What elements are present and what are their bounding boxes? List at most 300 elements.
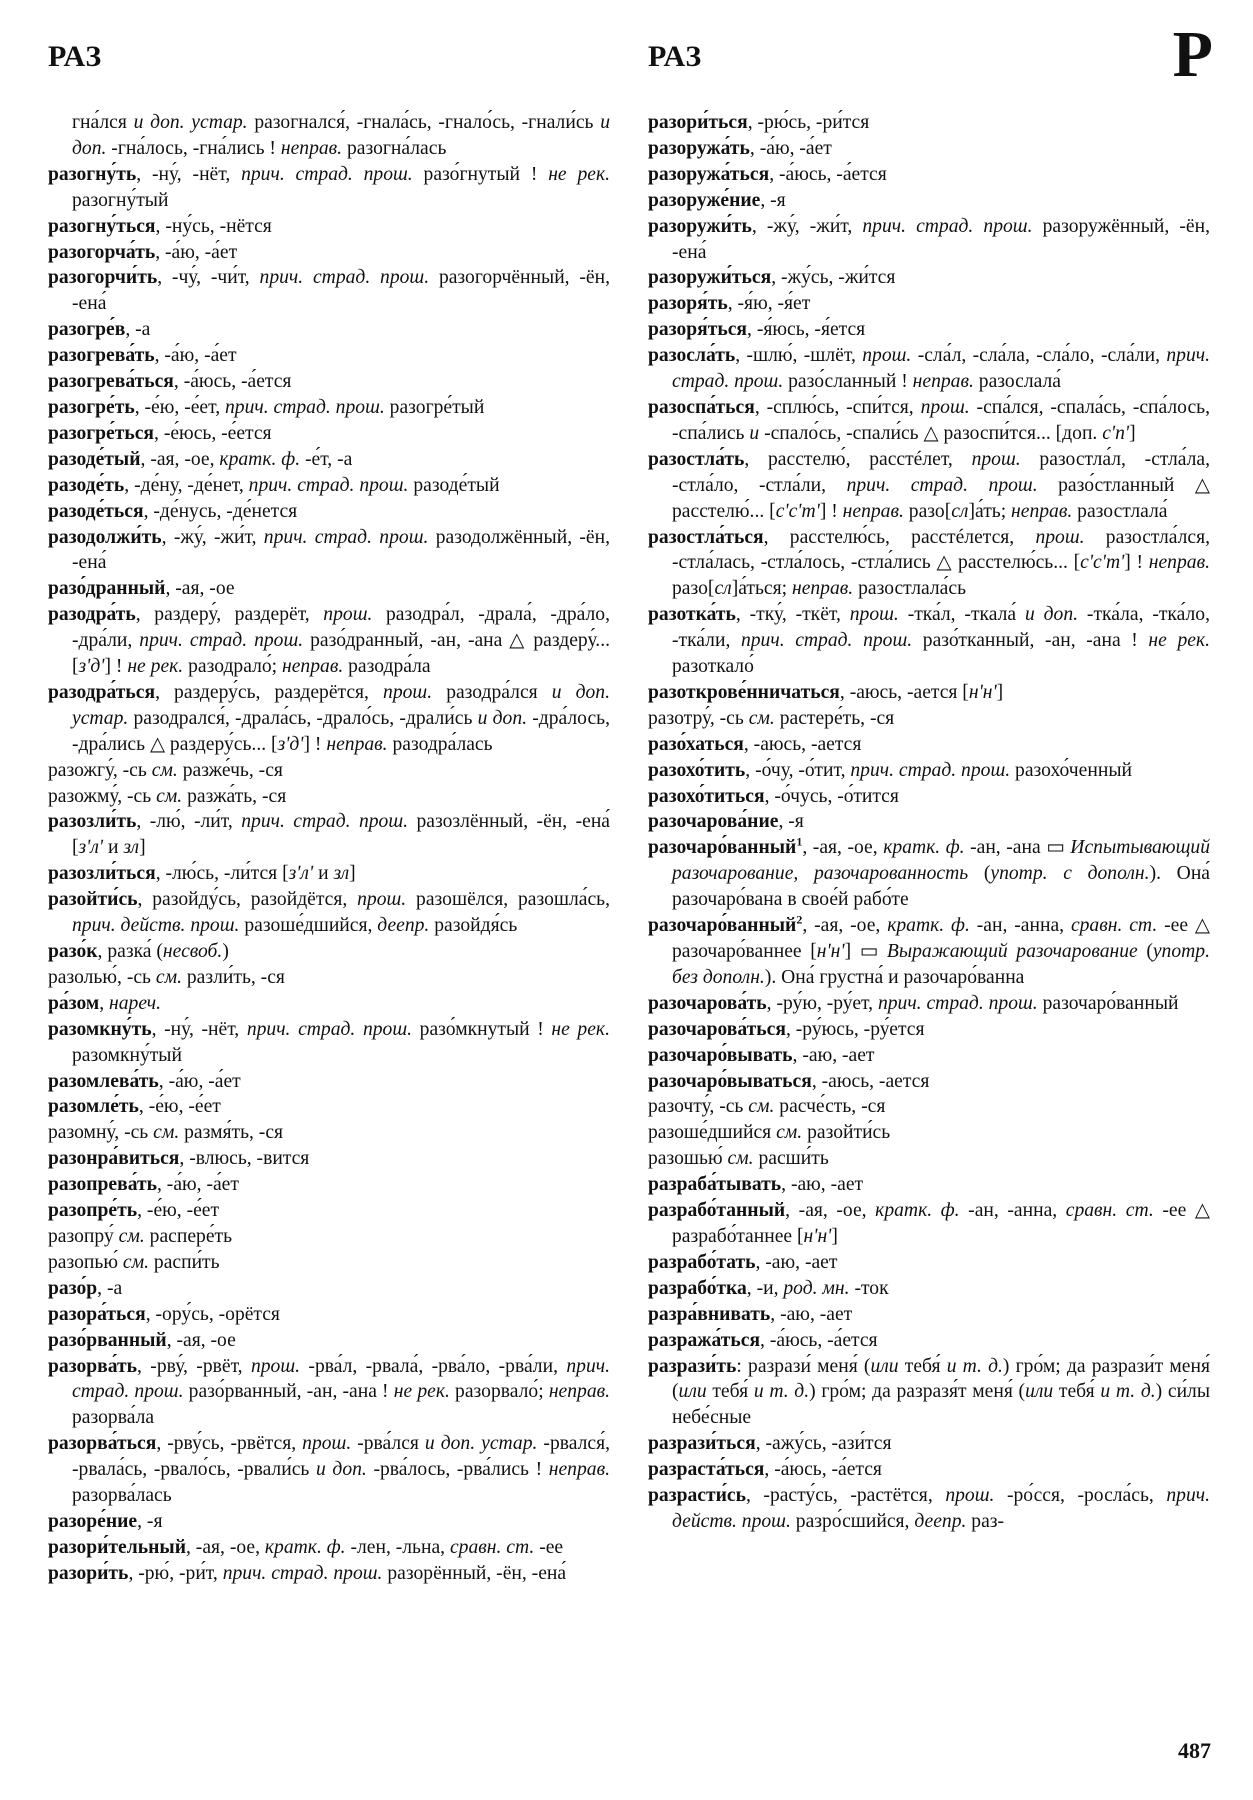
grammar-label: зʹдʹ <box>78 656 105 678</box>
headword: разогорча́ть <box>48 241 156 263</box>
dictionary-entry <box>48 1431 610 1509</box>
entry-text: разогну́тый <box>72 189 169 211</box>
grammar-label: и доп. <box>477 707 528 729</box>
headword: разо́хаться <box>648 733 744 755</box>
headword: разра́внивать <box>648 1303 771 1325</box>
headword: разогре́ть <box>48 396 135 418</box>
dictionary-entry <box>48 369 610 395</box>
grammar-label: и т. д. <box>753 1381 810 1403</box>
entry-text: разоде́тый <box>408 474 500 496</box>
entry-text: -спало́сь, -спали́сь △ разоспи́тся... [доп. <box>759 422 1103 444</box>
headword: разохо́титься <box>648 785 765 807</box>
entry-text: ) си́лы небе́сные <box>672 1381 1211 1429</box>
entry-text: , -аю, -ает <box>755 1251 838 1273</box>
dictionary-entry <box>48 1354 610 1432</box>
entry-text: и <box>313 863 334 885</box>
grammar-label: или <box>870 1355 899 1377</box>
grammar-label: сʹсʹтʹ <box>775 500 820 522</box>
entry-text: , -жу́сь, -жи́тся <box>771 267 896 289</box>
dictionary-entry <box>48 1120 610 1146</box>
dictionary-entry <box>48 784 610 810</box>
headword: разожгу́ <box>48 759 113 781</box>
entry-text: , раздеру́, раздерёт, <box>135 604 324 626</box>
dictionary-entry <box>648 1120 1210 1146</box>
dictionary-entry <box>48 1146 610 1172</box>
entry-text: , -а́юсь, -а́ется <box>760 1329 878 1351</box>
entry-text: , расстелю́, расстéлет, <box>744 448 972 470</box>
entry-text: разойти́сь <box>802 1122 891 1144</box>
headword: разоружи́ться <box>648 267 772 289</box>
entry-text: разогнался́, -гнала́сь, -гнало́сь, -гнали́сь <box>247 112 601 133</box>
dictionary-entry <box>48 162 610 214</box>
headword: разопру́ <box>48 1225 114 1247</box>
grammar-label: прош. <box>302 1433 352 1455</box>
dictionary-entry <box>648 784 1210 810</box>
entry-text: , -де́ну, -де́нет, <box>124 474 249 496</box>
entry-text: ( <box>1137 941 1153 962</box>
entry-text: -е́т, -а <box>300 448 353 470</box>
headword: разочаро́ванный <box>648 915 797 937</box>
entry-text: ] ! <box>1124 552 1149 574</box>
entry-text: , -сь <box>112 759 152 781</box>
grammar-label: прош. <box>357 889 407 911</box>
entry-text: расче́сть, -ся <box>774 1096 886 1118</box>
entry-text: , -е́юсь, -е́ется <box>154 422 272 444</box>
grammar-label: зл <box>123 837 140 859</box>
headword: разора́ться <box>48 1303 146 1325</box>
grammar-label: нареч. <box>109 992 162 1014</box>
headword: разоре́ние <box>48 1510 138 1532</box>
dictionary-entry <box>48 110 610 162</box>
dictionary-entry <box>48 343 610 369</box>
headword: разрабо́танный <box>648 1200 786 1222</box>
grammar-label: не рек. <box>1148 630 1211 652</box>
entry-text: -спа́лся, -спала́сь, -спа́лось, -спа́лись <box>672 396 1210 444</box>
entry-text: разорва́ла <box>72 1407 155 1429</box>
grammar-label: прич. страд. прош. <box>850 759 1011 781</box>
grammar-label: зл <box>333 863 350 885</box>
dictionary-entry <box>648 1457 1210 1483</box>
headword: разо́к <box>48 941 98 962</box>
headword: разраста́ться <box>648 1459 765 1481</box>
dictionary-entry <box>648 1043 1210 1069</box>
entry-text: , -рву́сь, -рвётся, <box>156 1433 303 1455</box>
entry-text: : разрази́ меня́ ( <box>736 1355 871 1377</box>
grammar-label: или <box>678 1381 707 1403</box>
dictionary-entry <box>48 1561 610 1587</box>
entry-text: разорвало́; <box>449 1381 549 1403</box>
entry-text: -рвался́, -рвала́сь, -рвало́сь, -рвали́сь <box>72 1433 610 1481</box>
dictionary-entry <box>648 343 1210 395</box>
entry-text: , -а́ю, -а́ет <box>158 1070 241 1092</box>
entry-text: разодолжённый, -ён, -ена́ <box>72 526 611 574</box>
headword: разочарова́ние <box>648 811 779 833</box>
dictionary-entry <box>648 317 1210 343</box>
grammar-label: прош. <box>945 1485 995 1507</box>
entry-text: , -а́юсь, -а́ется <box>173 371 292 393</box>
entry-text: , -рву́, -рвёт, <box>137 1355 251 1377</box>
dictionary-entry <box>648 809 1210 835</box>
grammar-label: не рек. <box>393 1381 450 1403</box>
headword: разрасти́сь <box>648 1485 746 1507</box>
entry-text: , -ну́, -нёт, <box>136 163 242 185</box>
grammar-label: и доп. <box>72 112 610 159</box>
entry-text: , -рю́, -ри́т, <box>128 1562 223 1584</box>
dictionary-entry <box>48 214 610 240</box>
entry-text: , -ору́сь, -орётся <box>145 1303 280 1325</box>
dictionary-entry <box>48 317 610 343</box>
entry-text: , -ая, -ое, <box>140 448 220 470</box>
headword: разори́тельный <box>48 1536 186 1558</box>
dictionary-entry <box>48 265 610 317</box>
headword: разоря́ться <box>648 319 748 341</box>
dictionary-entry <box>648 214 1210 266</box>
right-column <box>648 110 1210 1535</box>
dictionary-entry <box>48 965 610 991</box>
headword: разостла́ть <box>648 448 745 470</box>
headword: разозли́ть <box>48 811 137 833</box>
headword: разо́дранный <box>48 578 166 600</box>
entry-text: разодра́л, -драла́, -дра́ло, -дра́ли, <box>72 604 610 652</box>
dictionary-entry <box>648 1172 1210 1198</box>
headword: разотка́ть <box>648 604 736 626</box>
grammar-label: и доп. <box>1024 604 1079 626</box>
headword: разомлева́ть <box>48 1070 159 1092</box>
grammar-label: прич. страд. прош. <box>846 474 1038 496</box>
headword: разрази́ть <box>648 1355 737 1377</box>
entry-text: разогна́лась <box>342 137 447 159</box>
headword: разоде́тый <box>48 448 141 470</box>
entry-text: ] <box>996 681 1004 703</box>
dictionary-entry <box>648 706 1210 732</box>
dictionary-entry <box>48 525 610 577</box>
headword: разопью́ <box>48 1251 118 1273</box>
entry-text: , -сь <box>114 1122 154 1144</box>
grammar-label: нʹнʹ <box>816 941 845 962</box>
entry-text: , -а́юсь, -а́ется <box>769 163 887 185</box>
dictionary-entry <box>648 1483 1210 1535</box>
dictionary-entry <box>48 939 610 965</box>
dictionary-entry <box>648 1146 1210 1172</box>
headword: разогрева́ть <box>48 345 155 367</box>
grammar-label: прич. страд. прош. <box>241 811 409 833</box>
entry-text: ( <box>968 863 991 885</box>
dictionary-entry <box>48 602 610 680</box>
headword: разомну́ <box>48 1122 115 1144</box>
headword: разогорчи́ть <box>48 267 158 289</box>
headword: разопре́ть <box>48 1200 138 1222</box>
headword: ра́зом <box>48 992 100 1014</box>
grammar-label: кратк. ф. <box>219 448 301 470</box>
grammar-label: и <box>749 422 760 444</box>
entry-text: , -жу́, -жи́т, <box>751 215 863 237</box>
dictionary-entry <box>648 991 1210 1017</box>
headword: разомле́ть <box>48 1096 139 1118</box>
entry-text: , -ая, -ое, <box>802 915 888 937</box>
headword: разогре́в <box>48 319 126 341</box>
dictionary-entry <box>648 1094 1210 1120</box>
entry-text: , -а <box>125 319 151 341</box>
entry-text: разогорчённый, -ён, -ена́ <box>72 267 611 315</box>
dictionary-entry <box>648 136 1210 162</box>
grammar-label: прич. действ. прош. <box>72 915 240 937</box>
grammar-label: прош. <box>920 396 970 418</box>
headword: разоря́ть <box>648 293 728 315</box>
dictionary-entry <box>648 265 1210 291</box>
entry-text: разошёлся, разошла́сь, <box>406 889 610 911</box>
entry-text: разли́ть, -ся <box>181 966 285 988</box>
entry-text: , -де́нусь, -де́нется <box>143 500 298 522</box>
grammar-label: деепр. <box>914 1510 967 1532</box>
entry-text: разо́тканный, -ан, -ана ! <box>912 630 1149 652</box>
dictionary-entry <box>648 162 1210 188</box>
entry-text: , -а́юсь, -а́ется <box>764 1459 882 1481</box>
grammar-label: прич. действ. прош. <box>672 1485 1211 1532</box>
entry-text: , -е́ю, -е́ет <box>138 1096 221 1118</box>
entry-text: , -сь <box>709 707 749 729</box>
page-number: 487 <box>1178 1738 1211 1763</box>
entry-text: , -я <box>137 1510 163 1532</box>
grammar-label: Выражающий разочарование <box>886 941 1138 962</box>
entry-text: , <box>99 992 110 1014</box>
dictionary-entry <box>648 188 1210 214</box>
headword: разоспа́ться <box>648 396 755 418</box>
headword: разо́р <box>48 1277 98 1299</box>
dictionary-entry <box>648 395 1210 447</box>
entry-text: , -сь <box>709 1096 749 1118</box>
entry-text: , -аю, -ает <box>781 1174 864 1196</box>
entry-text: расши́ть <box>753 1148 829 1170</box>
entry-text: -ро́сся, -росла́сь, <box>994 1485 1167 1507</box>
entry-text: , -лю́сь, -ли́тся [ <box>155 863 289 885</box>
entry-text: , разка́ ( <box>97 941 163 962</box>
grammar-label: и доп. <box>315 1459 367 1481</box>
entry-text: тебя́ <box>898 1355 947 1377</box>
grammar-label: неправ. <box>548 1459 610 1481</box>
entry-text: -ее △ разрабо́таннее [ <box>672 1200 1210 1247</box>
entry-text: , -ажу́сь, -ази́тся <box>755 1433 892 1455</box>
grammar-label: неправ. <box>842 500 904 522</box>
entry-text: , -и, <box>746 1277 784 1299</box>
grammar-label: неправ. <box>326 733 388 755</box>
grammar-label: неправ. <box>791 578 854 600</box>
grammar-label: неправ. <box>912 371 974 393</box>
entry-text: гна́лся <box>72 112 134 133</box>
entry-text: ] <box>831 1225 838 1247</box>
entry-text: разо́дранный, -ан, -ана △ раздеру́... [ <box>72 630 610 678</box>
headword: разойти́сь <box>48 889 138 911</box>
grammar-label: сравн. ст. <box>1065 1200 1154 1222</box>
headword: разочту́ <box>648 1096 710 1118</box>
dictionary-entry <box>648 1250 1210 1276</box>
entry-text: -рва́л, -рвала́, -рва́ло, -рва́ли, <box>300 1355 567 1377</box>
entry-text: разочаро́ванный <box>1037 992 1179 1014</box>
dictionary-entry <box>648 110 1210 136</box>
grammar-label: неправ. <box>280 137 343 159</box>
entry-text: , -жу́, -жи́т, <box>161 526 264 548</box>
entry-text: разогре́тый <box>384 396 485 418</box>
entry-text: , -о́чу, -о́тит, <box>745 759 851 781</box>
grammar-label: см. <box>748 707 775 729</box>
entry-text: разо[ <box>903 500 952 522</box>
entry-text: , -тку́, -ткёт, <box>735 604 850 626</box>
dictionary-entry <box>48 395 610 421</box>
entry-text: -сла́л, -сла́ла, -сла́ло, -сла́ли, <box>911 345 1167 367</box>
grammar-label: прич. страд. прош. <box>72 1355 610 1403</box>
grammar-label: прич. страд. прош. <box>248 474 409 496</box>
headword: разочарова́ть <box>648 992 767 1014</box>
headword: разоткрове́нничаться <box>648 681 840 703</box>
entry-text: , -а́ю, -а́ет <box>154 345 237 367</box>
dictionary-entry <box>48 809 610 861</box>
grammar-label: сʹсʹтʹ <box>1080 552 1125 574</box>
grammar-label: прич. страд. прош. <box>139 630 304 652</box>
entry-text: , -я́юсь, -я́ется <box>747 319 866 341</box>
entry-text: , -о́чусь, -о́тится <box>764 785 899 807</box>
grammar-label: не рек. <box>548 163 611 185</box>
dictionary-entry <box>48 991 610 1017</box>
entry-text: разостла́л, -стла́ла, -стла́ло, -стла́ли, <box>672 448 1210 496</box>
dictionary-entry <box>648 732 1210 758</box>
grammar-label: сравн. ст. <box>1070 915 1158 937</box>
dictionary-entry <box>648 758 1210 784</box>
entry-text: разостлала́ <box>1072 500 1168 522</box>
entry-text: , -сь <box>117 785 157 807</box>
dictionary-entry <box>48 887 610 939</box>
headword: разрабо́тать <box>648 1251 756 1273</box>
grammar-label: не рек. <box>127 656 184 678</box>
grammar-label: см. <box>156 785 183 807</box>
dictionary-entry <box>648 835 1210 913</box>
grammar-label: и доп. устар. <box>133 112 248 133</box>
grammar-label: прич. страд. прош. <box>222 1562 383 1584</box>
entry-text: , -ая, -ое, <box>802 837 884 859</box>
entry-text: разойдя́сь <box>429 915 518 937</box>
grammar-label: Испытывающий разочарование, разочарованность <box>672 837 1210 885</box>
grammar-label: см. <box>122 1251 149 1273</box>
grammar-label: сл <box>951 500 969 522</box>
entry-text: разже́чь, -ся <box>177 759 283 781</box>
grammar-label: см. <box>155 966 182 988</box>
dictionary-entry <box>648 913 1210 991</box>
grammar-label: прош. <box>323 604 373 626</box>
grammar-label: и доп. устар. <box>72 681 610 729</box>
entry-text: тебя́ <box>1053 1381 1101 1403</box>
dictionary-entry <box>648 1328 1210 1354</box>
entry-text: ) гро́м; да разразя́т меня́ ( <box>809 1381 1026 1403</box>
entry-text: , -аюсь, -ается <box>743 733 862 755</box>
entry-text: разоружённый, -ён, -ена́ <box>672 215 1210 263</box>
entry-text: -ан, -анна, <box>959 1200 1066 1222</box>
dictionary-entry <box>648 1354 1210 1432</box>
headword: разоружа́ться <box>648 163 770 185</box>
entry-text: ] <box>349 863 356 885</box>
entry-text: , -сплю́сь, -спи́тся, <box>754 396 921 418</box>
entry-text: тебя́ <box>706 1381 754 1403</box>
entry-text: разоткало́ <box>672 656 754 678</box>
entry-text: разжа́ть, -ся <box>182 785 287 807</box>
entry-text: разостла́лся, -стла́лась, -стла́лось, -стла́лись △ расстелю́сь... [ <box>672 526 1211 574</box>
entry-text: разостлала́сь <box>853 578 967 600</box>
entry-text: , -а <box>97 1277 123 1299</box>
headword: разочаро́ванный <box>648 837 797 859</box>
entry-text: -ан, -анна, <box>969 915 1071 937</box>
entry-text: разодра́ла <box>343 656 431 678</box>
headword: разожму́ <box>48 785 118 807</box>
entry-text: разодрался́, -драла́сь, -драло́сь, -драли́сь <box>128 707 478 729</box>
entry-text: разо[ <box>672 578 715 600</box>
entry-text: , -я <box>778 811 804 833</box>
headword: разогну́ться <box>48 215 156 237</box>
headword: разоде́ть <box>48 474 125 496</box>
dictionary-entry <box>48 499 610 525</box>
grammar-label: неправ. <box>1011 500 1073 522</box>
entry-text: , -аюсь, -ается [ <box>839 681 969 703</box>
dictionary-entry <box>48 1198 610 1224</box>
dictionary-entry <box>48 758 610 784</box>
entry-text: разорённый, -ён, -ена́ <box>382 1562 567 1584</box>
entry-text: -тка́л, -ткала́ <box>898 604 1025 626</box>
grammar-label: неправ. <box>548 1381 611 1403</box>
entry-text: , -чу́, -чи́т, <box>157 267 260 289</box>
entry-text: , расстелю́сь, расстéлется, <box>763 526 1036 548</box>
entry-text: , -сь <box>117 966 156 988</box>
entry-text: -ее <box>534 1536 564 1558</box>
grammar-label: несвоб. <box>162 941 223 962</box>
entry-text: -дра́лось, -дра́лись △ раздеру́сь... [ <box>72 707 610 755</box>
entry-text: , разойду́сь, разойдётся, <box>137 889 358 911</box>
section-letter: Р <box>1172 18 1213 91</box>
headword: разори́ть <box>48 1562 129 1584</box>
dictionary-entry <box>648 1302 1210 1328</box>
grammar-label: прич. страд. прош. <box>263 526 429 548</box>
headword: разогну́ть <box>48 163 137 185</box>
entry-text: , -ну́сь, -нётся <box>155 215 272 237</box>
headword: разочаро́вывать <box>648 1044 793 1066</box>
dictionary-entry <box>48 861 610 887</box>
entry-text: ] ! <box>819 500 843 522</box>
entry-text: -рва́лось, -рва́лись ! <box>366 1459 549 1481</box>
headword: разоружи́ть <box>648 215 752 237</box>
grammar-label: см. <box>748 1096 775 1118</box>
dictionary-entry <box>48 1276 610 1302</box>
entry-text: распи́ть <box>149 1251 220 1273</box>
headword: разодра́ться <box>48 681 156 703</box>
headword: разража́ться <box>648 1329 761 1351</box>
headword: разори́ться <box>648 112 748 133</box>
dictionary-entry <box>648 1069 1210 1095</box>
headword: разопрева́ть <box>48 1174 157 1196</box>
entry-text: -рва́лся <box>351 1433 425 1455</box>
entry-text: ] ! <box>104 656 128 678</box>
dictionary-entry <box>648 1198 1210 1250</box>
dictionary-entry <box>48 1535 610 1561</box>
dictionary-entry <box>648 1276 1210 1302</box>
dictionary-entry <box>48 1328 610 1354</box>
grammar-label: кратк. ф. <box>264 1536 346 1558</box>
grammar-label: см. <box>776 1122 803 1144</box>
headword: разрази́ться <box>648 1433 756 1455</box>
grammar-label: см. <box>727 1148 754 1170</box>
grammar-label: зʹлʹ <box>78 837 104 859</box>
dictionary-entry <box>48 1017 610 1069</box>
entry-text: разо́рванный, -ан, -ана ! <box>183 1381 394 1403</box>
headword: разомкну́ть <box>48 1018 152 1040</box>
grammar-label: прич. страд. прош. <box>862 215 1033 237</box>
headword: разоше́дшийся <box>648 1122 772 1144</box>
grammar-label: сравн. ст. <box>449 1536 535 1558</box>
dictionary-entry <box>48 1094 610 1120</box>
